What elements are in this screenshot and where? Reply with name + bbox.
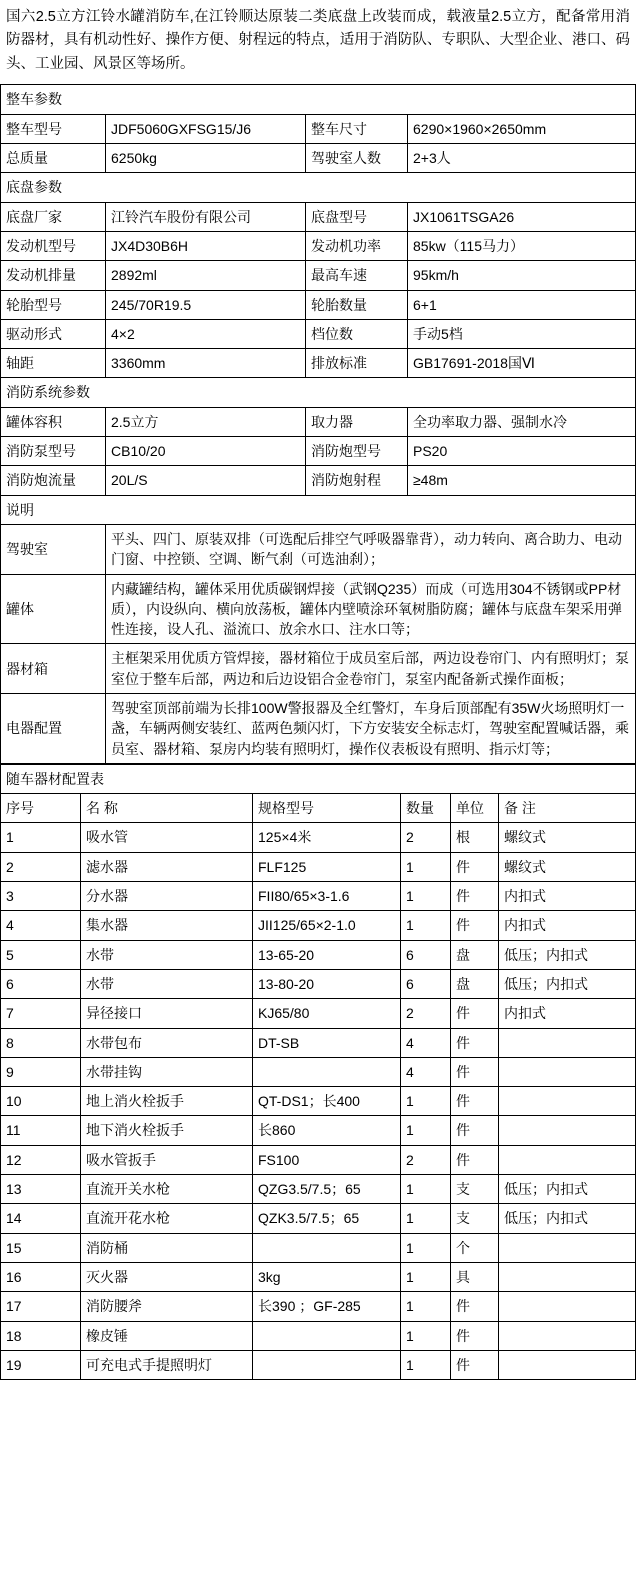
note-text: 平头、四门、原装双排（可选配后排空气呼吸器靠背），动力转向、离合助力、电动门窗、中控锁、空调、断气刹（可选油刹）；: [106, 524, 636, 574]
cell-index: 11: [1, 1116, 81, 1145]
section-title-notes-label: 说明: [1, 495, 636, 524]
row-label: 轮胎型号: [1, 290, 106, 319]
table-row: [1, 319, 636, 348]
section-title-fire: [1, 378, 636, 407]
cell-index: 7: [1, 999, 81, 1028]
section-title-chassis-label: 底盘参数: [1, 173, 636, 202]
cell-quantity: 1: [401, 1233, 451, 1262]
intro-paragraph: 国六2.5立方江铃水罐消防车,在江铃顺达原装二类底盘上改装而成，载液量2.5立方，配备常用消防器材，具有机动性好、操作方便、射程远的特点，适用于消防队、专职队、大型企业、港口、码头、工业园、风景区等场所。: [6, 9, 630, 72]
equipment-table-header: [1, 794, 636, 823]
section-title-vehicle-label: 整车参数: [1, 85, 636, 114]
cell-unit: 件: [451, 999, 499, 1028]
note-text: 内藏罐结构，罐体采用优质碳钢焊接（武钢Q235）而成（可选用304不锈钢或PP材质），内设纵向、横向放荡板，罐体内壁喷涂环氧树脂防腐；罐体与底盘车架采用弹性连接，设人孔、溢流口、放余水口、注水口等；: [106, 574, 636, 644]
row-value: 3360mm: [106, 349, 306, 378]
cell-unit: 件: [451, 1321, 499, 1350]
cell-index: 5: [1, 940, 81, 969]
cell-unit: 根: [451, 823, 499, 852]
cell-model: [253, 1057, 401, 1086]
cell-remark: [499, 1292, 636, 1321]
cell-name: 异径接口: [81, 999, 253, 1028]
section-title-equipment: [1, 764, 636, 793]
cell-index: 3: [1, 882, 81, 911]
row-value: 85kw（115马力）: [408, 231, 636, 260]
row-value: 2892ml: [106, 261, 306, 290]
column-header-name: 名 称: [81, 794, 253, 823]
cell-index: 2: [1, 852, 81, 881]
cell-index: 15: [1, 1233, 81, 1262]
cell-name: 橡皮锤: [81, 1321, 253, 1350]
cell-index: 10: [1, 1087, 81, 1116]
note-text: 驾驶室顶部前端为长排100W警报器及全红警灯，车身后顶部配有35W火场照明灯一盏，车辆两侧安装红、蓝两色频闪灯，下方安装安全标志灯，驾驶室配置喊话器，乘员室、器材箱、泵房内均装有照明灯，操作仪表板设有照明、指示灯等；: [106, 693, 636, 763]
cell-model: 3kg: [253, 1262, 401, 1291]
cell-name: 消防腰斧: [81, 1292, 253, 1321]
cell-index: 9: [1, 1057, 81, 1086]
cell-unit: 件: [451, 1350, 499, 1379]
cell-unit: 件: [451, 1028, 499, 1057]
cell-unit: 件: [451, 1087, 499, 1116]
cell-unit: 盘: [451, 969, 499, 998]
row-label: 发动机型号: [1, 231, 106, 260]
row-value: GB17691-2018国Ⅵ: [408, 349, 636, 378]
table-row: [1, 524, 636, 574]
cell-model: JII125/65×2-1.0: [253, 911, 401, 940]
row-label: 消防炮型号: [306, 437, 408, 466]
cell-quantity: 1: [401, 1175, 451, 1204]
cell-name: 水带: [81, 940, 253, 969]
cell-remark: [499, 1350, 636, 1379]
note-label: 驾驶室: [1, 524, 106, 574]
cell-unit: 件: [451, 882, 499, 911]
row-value: 6250kg: [106, 144, 306, 173]
row-value: 245/70R19.5: [106, 290, 306, 319]
cell-model: 125×4米: [253, 823, 401, 852]
table-row: [1, 940, 636, 969]
cell-model: FII80/65×3-1.6: [253, 882, 401, 911]
row-value: 全功率取力器、强制水冷: [408, 407, 636, 436]
section-title-equipment-label: 随车器材配置表: [1, 764, 636, 793]
table-row: [1, 1321, 636, 1350]
table-row: [1, 852, 636, 881]
cell-model: QT-DS1；长400: [253, 1087, 401, 1116]
cell-name: 可充电式手提照明灯: [81, 1350, 253, 1379]
cell-model: DT-SB: [253, 1028, 401, 1057]
cell-model: 13-80-20: [253, 969, 401, 998]
note-label: 罐体: [1, 574, 106, 644]
row-label: 档位数: [306, 319, 408, 348]
table-row: [1, 407, 636, 436]
note-label: 器材箱: [1, 644, 106, 694]
column-header-index: 序号: [1, 794, 81, 823]
cell-remark: 低压；内扣式: [499, 940, 636, 969]
cell-remark: 低压；内扣式: [499, 1204, 636, 1233]
cell-unit: 件: [451, 1116, 499, 1145]
cell-quantity: 1: [401, 1321, 451, 1350]
row-label: 消防炮射程: [306, 466, 408, 495]
column-header-model: 规格型号: [253, 794, 401, 823]
table-row: [1, 999, 636, 1028]
cell-unit: 支: [451, 1175, 499, 1204]
table-row: [1, 693, 636, 763]
cell-index: 12: [1, 1145, 81, 1174]
cell-remark: 内扣式: [499, 882, 636, 911]
cell-remark: [499, 1145, 636, 1174]
table-row: [1, 202, 636, 231]
cell-name: 吸水管: [81, 823, 253, 852]
cell-model: KJ65/80: [253, 999, 401, 1028]
row-label: 发动机功率: [306, 231, 408, 260]
cell-remark: [499, 1262, 636, 1291]
row-value: ≥48m: [408, 466, 636, 495]
cell-index: 8: [1, 1028, 81, 1057]
cell-model: [253, 1350, 401, 1379]
row-value: JX1061TSGA26: [408, 202, 636, 231]
cell-quantity: 1: [401, 911, 451, 940]
table-row: [1, 1233, 636, 1262]
cell-index: 4: [1, 911, 81, 940]
row-value: 20L/S: [106, 466, 306, 495]
row-label: 最高车速: [306, 261, 408, 290]
table-row: [1, 437, 636, 466]
cell-index: 18: [1, 1321, 81, 1350]
cell-index: 13: [1, 1175, 81, 1204]
row-value: 手动5档: [408, 319, 636, 348]
cell-index: 1: [1, 823, 81, 852]
cell-quantity: 1: [401, 1116, 451, 1145]
row-value: JDF5060GXFSG15/J6: [106, 114, 306, 143]
column-header-remark: 备 注: [499, 794, 636, 823]
vehicle-parameters-table: [0, 84, 636, 763]
row-value: PS20: [408, 437, 636, 466]
cell-remark: 低压；内扣式: [499, 1175, 636, 1204]
cell-unit: 具: [451, 1262, 499, 1291]
table-row: [1, 644, 636, 694]
table-row: [1, 1204, 636, 1233]
row-value: 江铃汽车股份有限公司: [106, 202, 306, 231]
row-label: 消防炮流量: [1, 466, 106, 495]
section-title-notes: [1, 495, 636, 524]
table-row: [1, 1350, 636, 1379]
row-value: 2.5立方: [106, 407, 306, 436]
table-row: [1, 261, 636, 290]
section-title-vehicle: [1, 85, 636, 114]
row-label: 总质量: [1, 144, 106, 173]
cell-remark: [499, 1087, 636, 1116]
cell-quantity: 1: [401, 882, 451, 911]
cell-name: 灭火器: [81, 1262, 253, 1291]
row-label: 驱动形式: [1, 319, 106, 348]
cell-remark: 内扣式: [499, 911, 636, 940]
cell-index: 16: [1, 1262, 81, 1291]
cell-quantity: 2: [401, 823, 451, 852]
cell-remark: [499, 1057, 636, 1086]
table-row: [1, 1262, 636, 1291]
table-row: [1, 466, 636, 495]
row-label: 整车尺寸: [306, 114, 408, 143]
cell-remark: [499, 1116, 636, 1145]
row-label: 驾驶室人数: [306, 144, 408, 173]
cell-index: 14: [1, 1204, 81, 1233]
cell-remark: 螺纹式: [499, 852, 636, 881]
row-label: 轴距: [1, 349, 106, 378]
cell-quantity: 1: [401, 1292, 451, 1321]
row-value: 2+3人: [408, 144, 636, 173]
column-header-unit: 单位: [451, 794, 499, 823]
cell-unit: 支: [451, 1204, 499, 1233]
table-row: [1, 969, 636, 998]
cell-quantity: 4: [401, 1057, 451, 1086]
table-row: [1, 1116, 636, 1145]
table-row: [1, 1087, 636, 1116]
cell-remark: [499, 1321, 636, 1350]
row-label: 整车型号: [1, 114, 106, 143]
cell-model: 13-65-20: [253, 940, 401, 969]
cell-unit: 个: [451, 1233, 499, 1262]
cell-name: 水带: [81, 969, 253, 998]
cell-name: 直流开花水枪: [81, 1204, 253, 1233]
cell-quantity: 4: [401, 1028, 451, 1057]
cell-quantity: 6: [401, 969, 451, 998]
section-title-chassis: [1, 173, 636, 202]
cell-remark: 螺纹式: [499, 823, 636, 852]
cell-model: QZG3.5/7.5；65: [253, 1175, 401, 1204]
cell-quantity: 1: [401, 1204, 451, 1233]
row-label: 底盘厂家: [1, 202, 106, 231]
row-label: 罐体容积: [1, 407, 106, 436]
cell-model: FS100: [253, 1145, 401, 1174]
cell-unit: 件: [451, 852, 499, 881]
table-row: [1, 144, 636, 173]
cell-model: [253, 1233, 401, 1262]
cell-name: 吸水管扳手: [81, 1145, 253, 1174]
cell-quantity: 1: [401, 1350, 451, 1379]
row-value: CB10/20: [106, 437, 306, 466]
row-label: 排放标准: [306, 349, 408, 378]
section-title-fire-label: 消防系统参数: [1, 378, 636, 407]
table-row: [1, 911, 636, 940]
row-value: 6+1: [408, 290, 636, 319]
column-header-quantity: 数量: [401, 794, 451, 823]
cell-name: 地上消火栓扳手: [81, 1087, 253, 1116]
note-text: 主框架采用优质方管焊接，器材箱位于成员室后部，两边设卷帘门、内有照明灯；泵室位于整车后部，两边和后边设铝合金卷帘门，泵室内配备新式操作面板；: [106, 644, 636, 694]
cell-remark: [499, 1233, 636, 1262]
cell-quantity: 2: [401, 999, 451, 1028]
row-value: 4×2: [106, 319, 306, 348]
cell-name: 直流开关水枪: [81, 1175, 253, 1204]
cell-index: 6: [1, 969, 81, 998]
cell-unit: 件: [451, 1145, 499, 1174]
row-value: 95km/h: [408, 261, 636, 290]
row-label: 消防泵型号: [1, 437, 106, 466]
table-row: [1, 882, 636, 911]
table-row: [1, 231, 636, 260]
row-label: 轮胎数量: [306, 290, 408, 319]
cell-quantity: 6: [401, 940, 451, 969]
cell-model: 长860: [253, 1116, 401, 1145]
row-label: 发动机排量: [1, 261, 106, 290]
row-label: 底盘型号: [306, 202, 408, 231]
cell-unit: 件: [451, 911, 499, 940]
cell-name: 集水器: [81, 911, 253, 940]
cell-unit: 件: [451, 1057, 499, 1086]
row-value: JX4D30B6H: [106, 231, 306, 260]
cell-quantity: 2: [401, 1145, 451, 1174]
table-row: [1, 1057, 636, 1086]
table-row: [1, 823, 636, 852]
table-row: [1, 574, 636, 644]
table-row: [1, 349, 636, 378]
cell-index: 17: [1, 1292, 81, 1321]
cell-model: QZK3.5/7.5；65: [253, 1204, 401, 1233]
cell-model: FLF125: [253, 852, 401, 881]
note-label: 电器配置: [1, 693, 106, 763]
table-row: [1, 1145, 636, 1174]
row-label: 取力器: [306, 407, 408, 436]
cell-quantity: 1: [401, 1087, 451, 1116]
cell-quantity: 1: [401, 852, 451, 881]
table-row: [1, 290, 636, 319]
cell-name: 水带包布: [81, 1028, 253, 1057]
table-row: [1, 1175, 636, 1204]
cell-name: 分水器: [81, 882, 253, 911]
cell-quantity: 1: [401, 1262, 451, 1291]
cell-unit: 件: [451, 1292, 499, 1321]
table-row: [1, 114, 636, 143]
cell-index: 19: [1, 1350, 81, 1379]
cell-name: 水带挂钩: [81, 1057, 253, 1086]
row-value: 6290×1960×2650mm: [408, 114, 636, 143]
table-row: [1, 1292, 636, 1321]
equipment-table: [0, 764, 636, 1380]
cell-name: 地下消火栓扳手: [81, 1116, 253, 1145]
table-row: [1, 1028, 636, 1057]
cell-name: 消防桶: [81, 1233, 253, 1262]
cell-remark: 低压；内扣式: [499, 969, 636, 998]
cell-name: 滤水器: [81, 852, 253, 881]
cell-remark: [499, 1028, 636, 1057]
cell-unit: 盘: [451, 940, 499, 969]
cell-model: 长390 ；GF-285: [253, 1292, 401, 1321]
cell-model: [253, 1321, 401, 1350]
cell-remark: 内扣式: [499, 999, 636, 1028]
